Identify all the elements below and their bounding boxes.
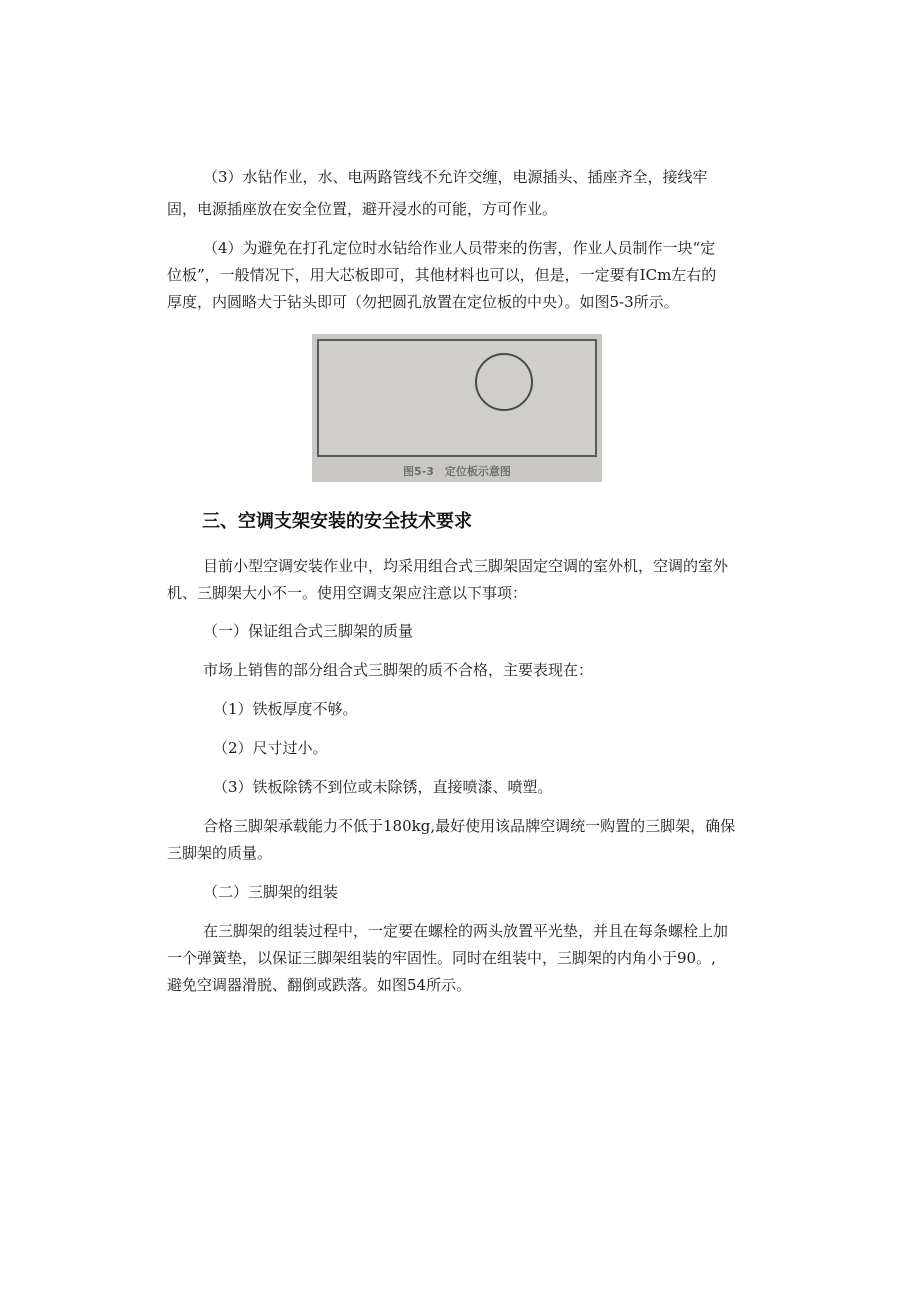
intro-line-1: 目前小型空调安装作业中，均采用组合式三脚架固定空调的室外机，空调的室外 xyxy=(203,557,729,575)
para-4-line-1: （4）为避免在打孔定位时水钻给作业人员带来的伤害，作业人员制作一块“定 xyxy=(203,239,716,257)
positioning-board-figure xyxy=(312,334,602,482)
figure-caption: 图5-3 定位板示意图 xyxy=(403,465,511,478)
list-item-3: （3）铁板除锈不到位或未除锈，直接喷漆、喷塑。 xyxy=(213,778,553,796)
subsection-2-title: （二）三脚架的组装 xyxy=(203,883,339,901)
positioning-board-outline xyxy=(317,339,597,457)
para-4-line-3: 厚度，内圆略大于钻头即可（勿把圆孔放置在定位板的中央）。如图5-3所示。 xyxy=(167,293,679,311)
para-3-line-1: （3）水钻作业，水、电两路管线不允许交缠，电源插头、插座齐全，接线牢 xyxy=(203,168,708,186)
list-item-1: （1）铁板厚度不够。 xyxy=(213,700,358,718)
section-heading: 三、空调支架安装的安全技术要求 xyxy=(202,511,472,532)
intro-line-2: 机、三脚架大小不一。使用空调支架应注意以下事项： xyxy=(167,584,528,602)
para-3-line-2: 固，电源插座放在安全位置，避开浸水的可能，方可作业。 xyxy=(167,200,558,218)
assembly-line-3: 避免空调器滑脱、翻倒或跌落。如图54所示。 xyxy=(167,976,472,994)
list-item-2: （2）尺寸过小。 xyxy=(213,739,328,757)
qualified-line-1: 合格三脚架承载能力不低于180kg,最好使用该品牌空调统一购置的三脚架，确保 xyxy=(203,817,736,835)
assembly-line-1: 在三脚架的组装过程中，一定要在螺栓的两头放置平光垫，并且在每条螺栓上加 xyxy=(203,922,729,940)
assembly-line-2: 一个弹簧垫，以保证三脚架组装的牢固性。同时在组装中，三脚架的内角小于90。, xyxy=(167,949,716,967)
para-4-line-2: 位板”，一般情况下，用大芯板即可，其他材料也可以，但是，一定要有ICm左右的 xyxy=(167,266,717,284)
market-line: 市场上销售的部分组合式三脚架的质不合格，主要表现在： xyxy=(203,661,594,679)
qualified-line-2: 三脚架的质量。 xyxy=(167,844,273,862)
drill-hole-circle xyxy=(475,353,533,411)
subsection-1-title: （一）保证组合式三脚架的质量 xyxy=(203,622,414,640)
